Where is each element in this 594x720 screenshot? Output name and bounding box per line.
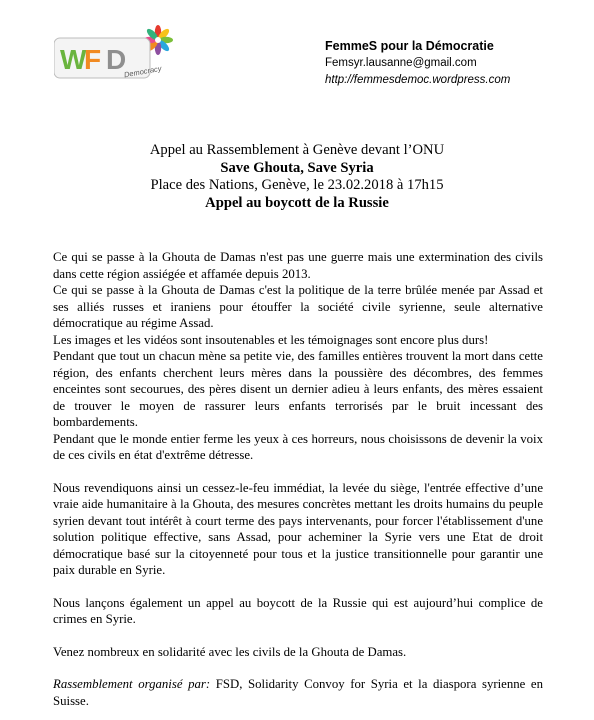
logo-flower-center [155, 37, 161, 43]
website-link[interactable]: http://femmesdemoc.wordpress.com [325, 74, 511, 86]
paragraph: Ce qui se passe à la Ghouta de Damas c'est la politique de la terre brûlée menée par Assad et ses alliés russes et iraniens pour étouffer la société civile syrienne, seule alternative démocratique au régime Assad. [53, 283, 543, 330]
body-text [53, 249, 543, 709]
organizers-list: FSD, Solidarity Convoy for Syria et la diaspora syrienne en Suisse. [53, 677, 543, 708]
paragraph: Pendant que tout un chacun mène sa petite vie, des familles entières trouvent la mort dans cette région, des enfants cherchent leurs mères dans la poussière des décombres, des femmes enceintes sont secourues, des pères disent un dernier adieu à leurs enfants, des mères essaient de trouver le moyen de rassurer leurs enfants terrorisés par le bruit incessant des bombardements. [53, 349, 543, 429]
paragraph: Ce qui se passe à la Ghouta de Damas n'est pas une guerre mais une extermination des civils dans cette région assiégée et affamée depuis 2013. [53, 250, 543, 281]
paragraph: Nous revendiquons ainsi un cessez-le-feu immédiat, la levée du siège, l'entrée effective d’une vraie aide humanitaire à la Ghouta, des mesures concrètes mettant les droits humains du peuple syrien devant tout intérêt à court terme des pays intervenants, pour forcer l'établissement d'une solution politique effective, sans Assad, pour acheminer la Syrie vers une Etat de droit démocratique basé sur la citoyenneté pour tous et la justice transitionnelle pour garantir une paix durable en Syrie. [53, 480, 543, 577]
title-line-1: Appel au Rassemblement à Genève devant l’ONU [149, 142, 445, 158]
title-line-4: Appel au boycott de la Russie [205, 194, 389, 211]
title-line-3: Place des Nations, Genève, le 23.02.2018 à 17h15 [150, 177, 444, 193]
organizers-paragraph [53, 676, 543, 709]
organization-name: FemmeS pour la Démocratie [325, 39, 494, 53]
paragraph: Nous lançons également un appel au boycott de la Russie qui est aujourd’hui complice de crimes en Syrie. [53, 595, 543, 626]
contact-email[interactable]: Femsyr.lausanne@gmail.com [325, 57, 477, 69]
logo-wordmark: Democracy [123, 63, 163, 80]
title-line-2: Save Ghouta, Save Syria [220, 159, 374, 176]
logo-letter-w: W [60, 44, 87, 75]
paragraph: Les images et les vidéos sont insoutenables et les témoignages sont encore plus durs! [53, 332, 489, 347]
organizers-label: Rassemblement organisé par: [53, 677, 211, 691]
paragraph: Venez nombreux en solidarité avec les civils de la Ghouta de Damas. [53, 644, 407, 659]
organization-block [325, 38, 510, 89]
title-block [0, 142, 594, 212]
paragraph: Pendant que le monde entier ferme les yeux à ces horreurs, nous choisissons de devenir la voix de ces civils en état d'extrême détresse. [53, 431, 543, 462]
logo-letter-f: F [84, 44, 102, 75]
wfd-logo [54, 24, 184, 88]
logo-letter-d: D [106, 44, 127, 75]
